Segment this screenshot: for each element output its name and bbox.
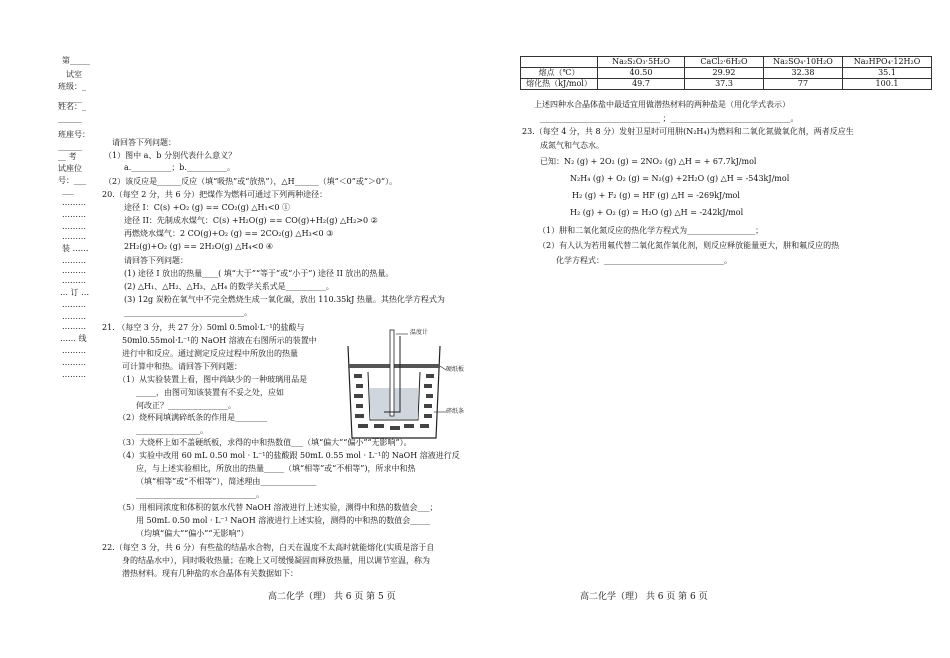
sidebar-line: ______ xyxy=(58,94,82,103)
salt-data-table xyxy=(520,56,932,90)
question-text: 成氮气和气态水。 xyxy=(540,141,604,150)
equation: H₂ (g) + O₂ (g) = H₂O (g) △H = -242kJ/mol xyxy=(570,208,744,217)
question-text: 身的结晶水中），同时吸收热量；在晚上又可缓慢凝固而释放热量，用以调节室温，称为 xyxy=(122,556,430,565)
question-text: _____，由图可知该装置有不妥之处，应如 xyxy=(136,388,284,397)
sidebar-line: ______ xyxy=(58,114,82,123)
thermometer-label: 温度计 xyxy=(410,329,429,336)
sidebar-line: ……… xyxy=(62,322,86,331)
table-cell: 熔点（℃） xyxy=(521,68,598,79)
sidebar-line: 姓名：_ xyxy=(58,102,86,111)
table-header-cell: Na₂HPO₄·12H₂O xyxy=(843,57,932,68)
table-cell: 熔化热（kJ/mol） xyxy=(521,79,598,90)
sidebar-line: ……… xyxy=(62,346,86,355)
equation: H₂ (g) + F₂ (g) = HF (g) △H = -269kJ/mol xyxy=(572,191,740,200)
answer-blank: ________________。 xyxy=(136,426,208,435)
sidebar-line: 第_____ xyxy=(62,56,90,65)
page-footer-right: 高二化学（理） 共 6 页 第 6 页 xyxy=(580,592,708,602)
question-text: （1）肼和二氧化氮反应的热化学方程式为_________________； xyxy=(538,226,764,235)
answer-blank: ______________________________ ；______________________________。 xyxy=(540,114,799,123)
equation: 途径 I：C(s) +O₂ (g) == CO₂(g) △H₁<0 ① xyxy=(124,203,291,212)
question-text: （4）实验中改用 60 mL 0.50 mol · L⁻¹的盐酸跟 50mL 0.55 mol · L⁻¹的 NaOH 溶液进行反 xyxy=(118,451,460,460)
sidebar-line: 班级：_ xyxy=(58,82,86,91)
question-text: （5）用相同浓度和体积的氨水代替 NaOH 溶液进行上述实验，测得中和热的数值会___； xyxy=(118,503,438,512)
sidebar-line: ……… xyxy=(62,312,86,321)
question-text: （3）大烧杯上如不盖硬纸板，求得的中和热数值___（填“偏大”“偏小”“无影响”）。 xyxy=(118,438,412,447)
answer-blank: ______________________________。 xyxy=(124,308,252,317)
sidebar-line: ……… xyxy=(62,198,86,207)
sidebar-line: ……… xyxy=(62,222,86,231)
table-header-cell: CaCl₂·6H₂O xyxy=(685,57,764,68)
table-cell: 49.7 xyxy=(598,79,685,90)
table-cell: 100.1 xyxy=(843,79,932,90)
equation: 再燃烧水煤气：2 CO(g)+O₂ (g) == 2CO₂(g) △H₃<0 ③ xyxy=(124,229,334,238)
question-text: 潜热材料。现有几种盐的水合晶体有关数据如下： xyxy=(122,569,298,578)
sidebar-line: … 订 … xyxy=(60,288,90,297)
question-title: 20.（每空 2 分，共 6 分）把煤作为燃料可通过下列两种途径： xyxy=(102,190,328,199)
table-cell: 37.3 xyxy=(685,79,764,90)
table-cell: 35.1 xyxy=(843,68,932,79)
sidebar-line: 试室 xyxy=(66,70,82,79)
sidebar-line: ……… xyxy=(62,300,86,309)
question-text: 应，与上述实验相比，所放出的热量_____（填“相等”或“不相等”)，所求中和热 xyxy=(136,464,416,473)
sidebar-line: ……… xyxy=(62,232,86,241)
table-header-row xyxy=(521,57,932,68)
answer-blank: ______________________________。 xyxy=(136,490,264,499)
table-row xyxy=(521,79,932,90)
question-text: 请回答下列问题： xyxy=(124,256,188,265)
question-text: （1）图中 a、b 分别代表什么意义？ xyxy=(104,151,237,160)
question-text: a.__________；b.__________。 xyxy=(124,163,235,172)
question-title: 23.（每空 4 分，共 8 分）发射卫星时可用肼(N₂H₄)为燃料和二氧化氮做氧化剂，两者反应生 xyxy=(522,127,854,136)
equation: 途径 II：先制成水煤气：C(s) +H₂O(g) == CO(g)+H₂(g) △H₂>0 ② xyxy=(124,216,378,225)
table-header-cell: Na₂S₂O₃·5H₂O xyxy=(598,57,685,68)
question-title: 22.（每空 3 分，共 6 分）有些盐的结晶水合物，白天在温度不太高时就能熔化(实质是溶于自 xyxy=(102,543,435,552)
sidebar-line: __ 考 xyxy=(58,152,77,161)
table-cell: 29.92 xyxy=(685,68,764,79)
question-text: (3) 12g 炭粉在氧气中不完全燃烧生成一氧化碳，放出 110.35kJ 热量。其热化学方程式为 xyxy=(124,295,445,304)
sidebar-line: ……… xyxy=(62,210,86,219)
question-text: （1）从实验装置上看，图中尚缺少的一种玻璃用品是 xyxy=(118,375,308,384)
sidebar-line: ……… xyxy=(62,370,86,379)
table-header-cell: Na₂SO₄·10H₂O xyxy=(764,57,843,68)
question-title: 21. （每空 3 分，共 27 分）50ml 0.5mol·L⁻¹的盐酸与 xyxy=(102,323,305,332)
question-text: （2）烧杯间填满碎纸条的作用是________ xyxy=(118,413,268,422)
equation: 已知：N₂ (g) + 2O₂ (g) = 2NO₂ (g) △H = + 67.7kJ/mol xyxy=(540,157,757,166)
question-text: 可计算中和热。请回答下列问题： xyxy=(122,362,242,371)
table-header-cell xyxy=(521,57,598,68)
table-row xyxy=(521,68,932,79)
question-text: 上述四种水合晶体盐中最适宜用做潜热材料的两种盐是（用化学式表示） xyxy=(534,100,790,109)
question-text: （均填“偏大”“偏小”“无影响”） xyxy=(136,529,249,538)
sidebar-line: ……… xyxy=(62,276,86,285)
sidebar-line: ___ xyxy=(62,186,74,195)
question-text: 何改正？_______________。 xyxy=(136,401,236,410)
question-text: （2）有人认为若用氟代替二氧化氮作氧化剂，则反应释放能量更大，肼和氟反应的热 xyxy=(538,241,840,250)
equation: N₂H₄ (g) + O₂ (g) = N₂(g) +2H₂O (g) △H = -543kJ/mol xyxy=(570,174,790,183)
page-footer-left: 高二化学（理） 共 6 页 第 5 页 xyxy=(268,592,396,602)
question-text: 请回答下列问题： xyxy=(112,138,176,147)
question-text: 50ml0.55mol·L⁻¹的 NaOH 溶液在右图所示的装置中 xyxy=(122,336,317,345)
question-text: (1) 途径 I 放出的热量____( 填“大于”“等于”或“小于”) 途径 II 放出的热量。 xyxy=(124,269,394,278)
question-text: （2）该反应是______反应（填“吸热”或“放热”），△H______（填“＜0”或“＞0”）。 xyxy=(104,177,398,186)
sidebar-line: ______ xyxy=(58,142,82,151)
sidebar-line: 试座位 xyxy=(58,164,82,173)
equation: 2H₂(g)+O₂ (g) == 2H₂O(g) △H₄<0 ④ xyxy=(124,242,274,251)
question-text: 用 50mL 0.50 mol · L⁻¹ NaOH 溶液进行上述实验，测得的中和热的数值会_____ xyxy=(136,516,431,525)
table-cell: 40.50 xyxy=(598,68,685,79)
question-text: （填“相等”或“不相等”），简述理由______________ xyxy=(136,477,317,486)
sidebar-line: 班座号： xyxy=(58,130,90,139)
sidebar-line: 号：___ xyxy=(58,176,86,185)
sidebar-line: …… 线 xyxy=(60,334,87,343)
table-cell: 77 xyxy=(764,79,843,90)
table-cell: 32.38 xyxy=(764,68,843,79)
sidebar-line: ……… xyxy=(62,266,86,275)
question-text: 化学方程式：______________________________。 xyxy=(556,256,732,265)
question-text: (2) △H₁、△H₂、△H₃、△H₄ 的数学关系式是__________。 xyxy=(124,282,334,291)
sidebar-line: 装 …… xyxy=(62,244,89,253)
calorimeter-figure xyxy=(340,328,470,446)
paper-label: 碎纸条 xyxy=(446,408,465,415)
calorimeter-drawing xyxy=(340,328,470,446)
sidebar-line: ……… xyxy=(62,358,86,367)
question-text: 进行中和反应。通过测定反应过程中所放出的热量 xyxy=(122,349,298,358)
board-label: 硬纸板 xyxy=(446,366,465,373)
sidebar-line: ……… xyxy=(62,256,86,265)
